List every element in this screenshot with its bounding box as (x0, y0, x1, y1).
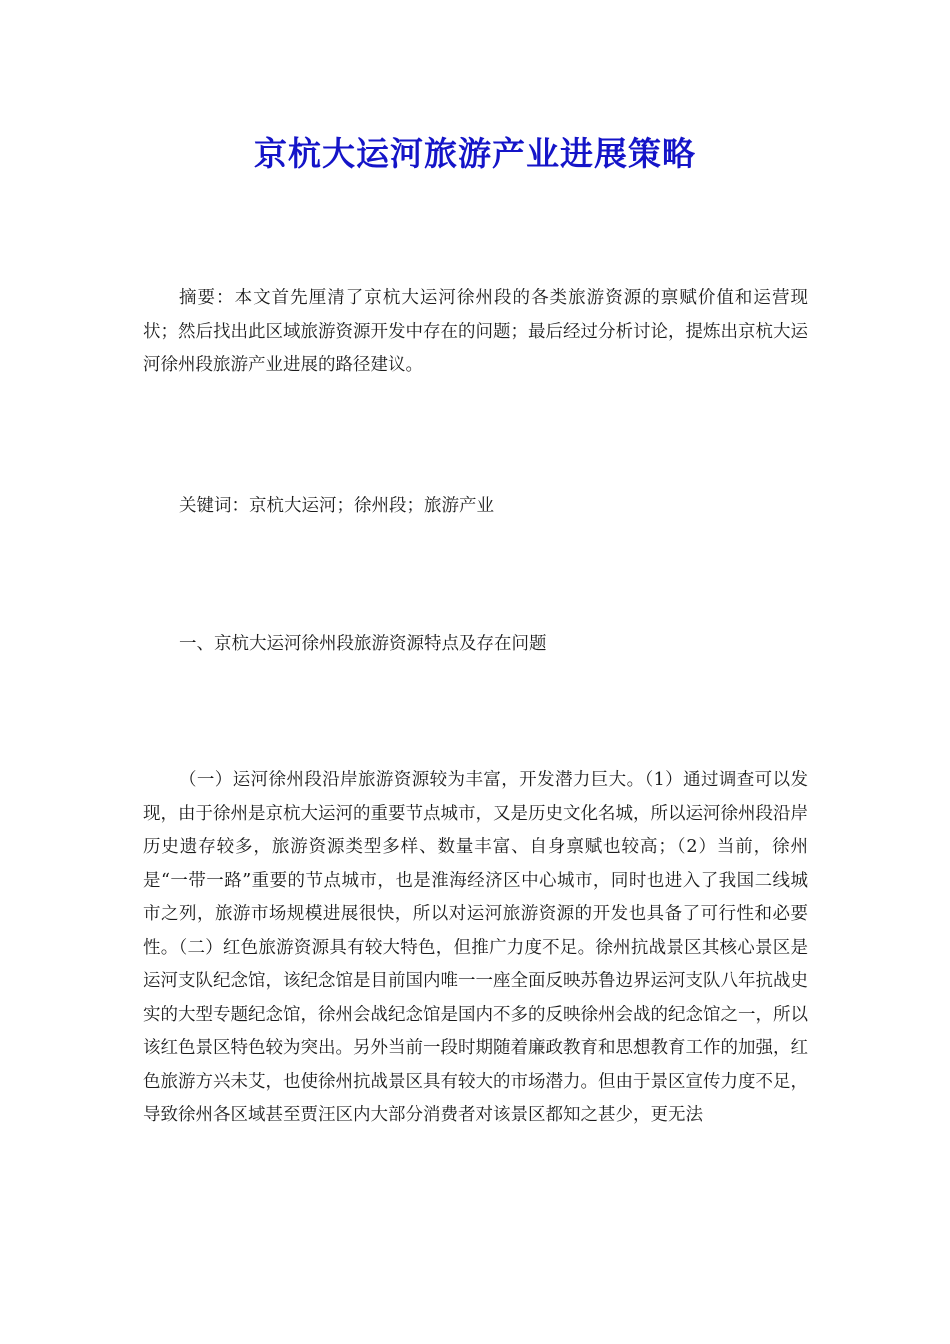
body-paragraph: （一）运河徐州段沿岸旅游资源较为丰富，开发潜力巨大。（1）通过调查可以发现，由于徐州是京杭大运河的重要节点城市，又是历史文化名城，所以运河徐州段沿岸历史遗存较多，旅游资源类型多样、数量丰富、自身禀赋也较高；（2）当前，徐州是“一带一路”重要的节点城市，也是淮海经济区中心城市，同时也进入了我国二线城市之列，旅游市场规模进展很快，所以对运河旅游资源的开发也具备了可行性和必要性。（二）红色旅游资源具有较大特色，但推广力度不足。徐州抗战景区其核心景区是运河支队纪念馆，该纪念馆是目前国内唯一一座全面反映苏鲁边界运河支队八年抗战史实的大型专题纪念馆，徐州会战纪念馆是国内不多的反映徐州会战的纪念馆之一，所以该红色景区特色较为突出。另外当前一段时期随着廉政教育和思想教育工作的加强，红色旅游方兴未艾，也使徐州抗战景区具有较大的市场潜力。但由于景区宣传力度不足，导致徐州各区域甚至贾汪区内大部分消费者对该景区都知之甚少，更无法 (143, 770, 808, 1125)
section-heading: 一、京杭大运河徐州段旅游资源特点及存在问题 (179, 634, 547, 654)
document-title: 京杭大运河旅游产业进展策略 (254, 134, 696, 173)
keywords-line: 关键词：京杭大运河；徐州段；旅游产业 (179, 496, 494, 516)
abstract-paragraph: 摘要：本文首先厘清了京杭大运河徐州段的各类旅游资源的禀赋价值和运营现状；然后找出此区域旅游资源开发中存在的问题；最后经过分析讨论，提炼出京杭大运河徐州段旅游产业进展的路径建议。 (143, 288, 808, 375)
